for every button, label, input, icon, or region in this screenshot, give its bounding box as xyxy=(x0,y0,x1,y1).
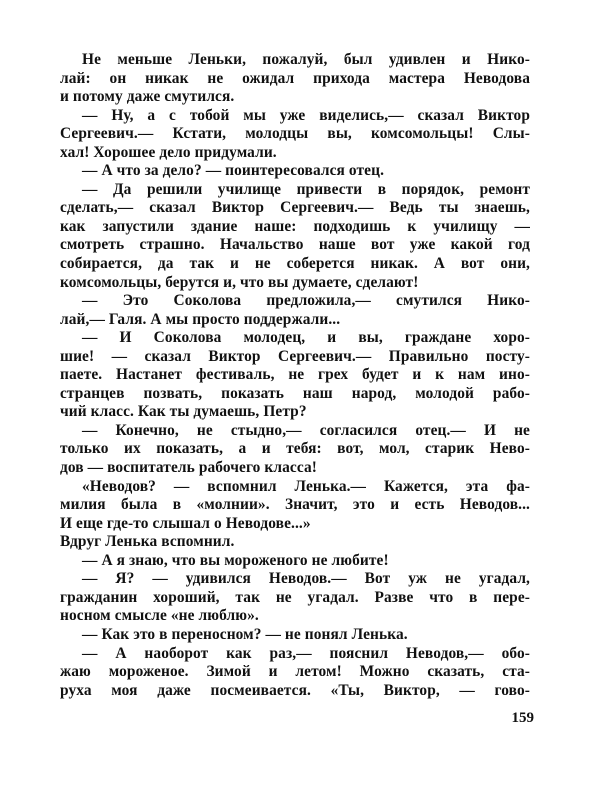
text-line: И еще где-то слышал о Неводове...» xyxy=(60,514,311,532)
page-number: 159 xyxy=(511,710,534,726)
text-line: — И Соколова молодец, и вы, граждане хоро- xyxy=(82,329,530,347)
text-line: дов — воспитатель рабочего класса! xyxy=(60,459,317,477)
text-line: Не меньше Леньки, пожалуй, был удивлен и Нико- xyxy=(82,51,530,68)
text-line: странцев позвать, показать наш народ, молодой рабо- xyxy=(60,384,530,402)
text-line: гражданин хороший, так не угадал. Разве что в пере- xyxy=(60,588,530,606)
text-line: — Ну, а с тобой мы уже виделись,— сказал Виктор xyxy=(82,106,530,124)
text-line: паете. Настанет фестиваль, не грех будет и к нам ино- xyxy=(60,366,530,384)
text-line: — А я знаю, что вы мороженого не любите! xyxy=(82,551,389,569)
text-line: руха моя даже посмеивается. «Ты, Виктор, — гово- xyxy=(60,681,530,699)
text-line: — А наоборот как раз,— пояснил Неводов,— обо- xyxy=(82,644,530,662)
text-line: и потому даже смутился. xyxy=(60,88,235,106)
text-line: лай: он никак не ожидал прихода мастера Неводова xyxy=(60,69,530,87)
text-line: шие! — сказал Виктор Сергеевич.— Правильно посту- xyxy=(60,347,530,365)
text-line: — А что за дело? — поинтересовался отец. xyxy=(82,162,385,180)
text-line: собирается, да так и не соберется никак. А вот они, xyxy=(60,255,530,273)
text-line: — Как это в переносном? — не понял Ленька. xyxy=(82,625,408,643)
text-line: лай,— Галя. А мы просто поддержали... xyxy=(60,310,341,328)
text-line: — Да решили училище привести в порядок, ремонт xyxy=(82,180,530,198)
text-line: жаю мороженое. Зимой и летом! Можно сказать, ста- xyxy=(60,663,530,681)
text-line: сделать,— сказал Виктор Сергеевич.— Ведь ты знаешь, xyxy=(60,199,530,217)
text-line: хал! Хорошее дело придумали. xyxy=(60,143,277,161)
text-line: смотреть страшно. Начальство наше вот уже какой год xyxy=(60,236,530,254)
text-line: «Неводов? — вспомнил Ленька.— Кажется, эта фа- xyxy=(82,477,530,495)
text-line: милия была в «молнии». Значит, это и есть Неводов... xyxy=(60,496,530,514)
text-line: только их показать, а и тебя: вот, мол, старик Нево- xyxy=(60,440,530,458)
text-line: — Это Соколова предложила,— смутился Нико- xyxy=(82,292,530,310)
text-line: Вдруг Ленька вспомнил. xyxy=(60,533,235,551)
page-body-text xyxy=(60,51,530,700)
text-line: — Конечно, не стыдно,— согласился отец.— И не xyxy=(82,421,530,439)
text-line: как запустили здание наше: подходишь к училищу — xyxy=(60,217,530,235)
text-line: чий класс. Как ты думаешь, Петр? xyxy=(60,403,307,421)
text-line: носном смысле «не люблю». xyxy=(60,607,259,625)
text-line: комсомольцы, берутся и, что вы думаете, сделают! xyxy=(60,273,419,291)
text-line: Сергеевич.— Кстати, молодцы вы, комсомольцы! Слы- xyxy=(60,125,530,143)
text-line: — Я? — удивился Неводов.— Вот уж не угадал, xyxy=(82,570,530,588)
